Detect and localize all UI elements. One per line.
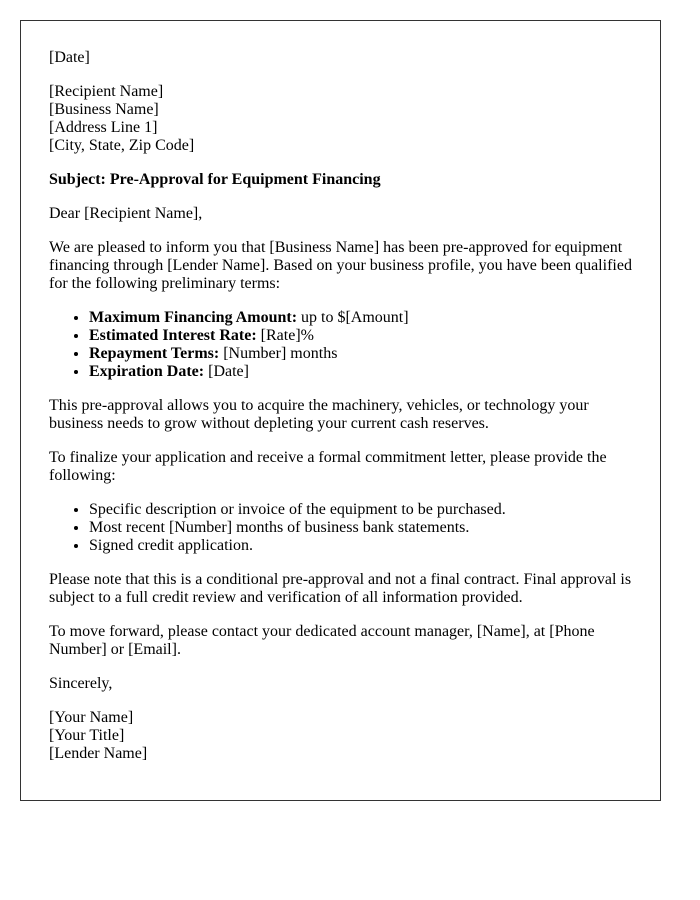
term-value: [Rate]% <box>256 327 314 344</box>
lender-name: [Lender Name] <box>49 745 148 762</box>
term-value: up to $[Amount] <box>297 309 409 326</box>
term-item <box>89 327 632 345</box>
term-item <box>89 345 632 363</box>
signer-title: [Your Title] <box>49 727 125 744</box>
signer-name: [Your Name] <box>49 709 134 726</box>
recipient-city: [City, State, Zip Code] <box>49 137 195 154</box>
benefit-paragraph: This pre-approval allows you to acquire the machinery, vehicles, or technology your business needs to grow without depleting your current cash reserves. <box>49 397 589 432</box>
letter <box>20 20 661 801</box>
recipient-name: [Recipient Name] <box>49 83 164 100</box>
recipient-business: [Business Name] <box>49 101 159 118</box>
subject-text: Subject: Pre-Approval for Equipment Financing <box>49 171 381 188</box>
contact-paragraph: To move forward, please contact your dedicated account manager, [Name], at [Phone Number] or [Email]. <box>49 623 595 658</box>
term-value: [Date] <box>204 363 249 380</box>
conditional-paragraph: Please note that this is a conditional pre-approval and not a final contract. Final approval is subject to a full credit review and verification of all information provided. <box>49 571 632 606</box>
term-item <box>89 309 632 327</box>
term-label: Expiration Date: <box>89 363 205 380</box>
recipient-address-line: [Address Line 1] <box>49 119 158 136</box>
salutation: Dear [Recipient Name], <box>49 205 203 222</box>
finalize-paragraph: To finalize your application and receive a formal commitment letter, please provide the following: <box>49 449 607 484</box>
intro-paragraph: We are pleased to inform you that [Business Name] has been pre-approved for equipment financing through [Lender Name]. Based on your business profile, you have been qualified for the following preliminary terms: <box>49 239 632 292</box>
term-value: [Number] months <box>219 345 338 362</box>
term-item <box>89 363 632 381</box>
closing: Sincerely, <box>49 675 113 692</box>
requirements-list <box>49 501 632 555</box>
subject <box>49 171 632 189</box>
terms-list <box>49 309 632 381</box>
term-label: Estimated Interest Rate: <box>89 327 257 344</box>
term-label: Repayment Terms: <box>89 345 220 362</box>
requirement-item: • Most recent [Number] months of business bank statements. <box>89 519 632 537</box>
date: [Date] <box>49 49 90 66</box>
requirement-item: • Signed credit application. <box>89 537 632 555</box>
signature-block <box>49 709 632 763</box>
recipient-address <box>49 83 632 155</box>
term-label: Maximum Financing Amount: <box>89 309 298 326</box>
requirement-item: • Specific description or invoice of the equipment to be purchased. <box>89 501 632 519</box>
